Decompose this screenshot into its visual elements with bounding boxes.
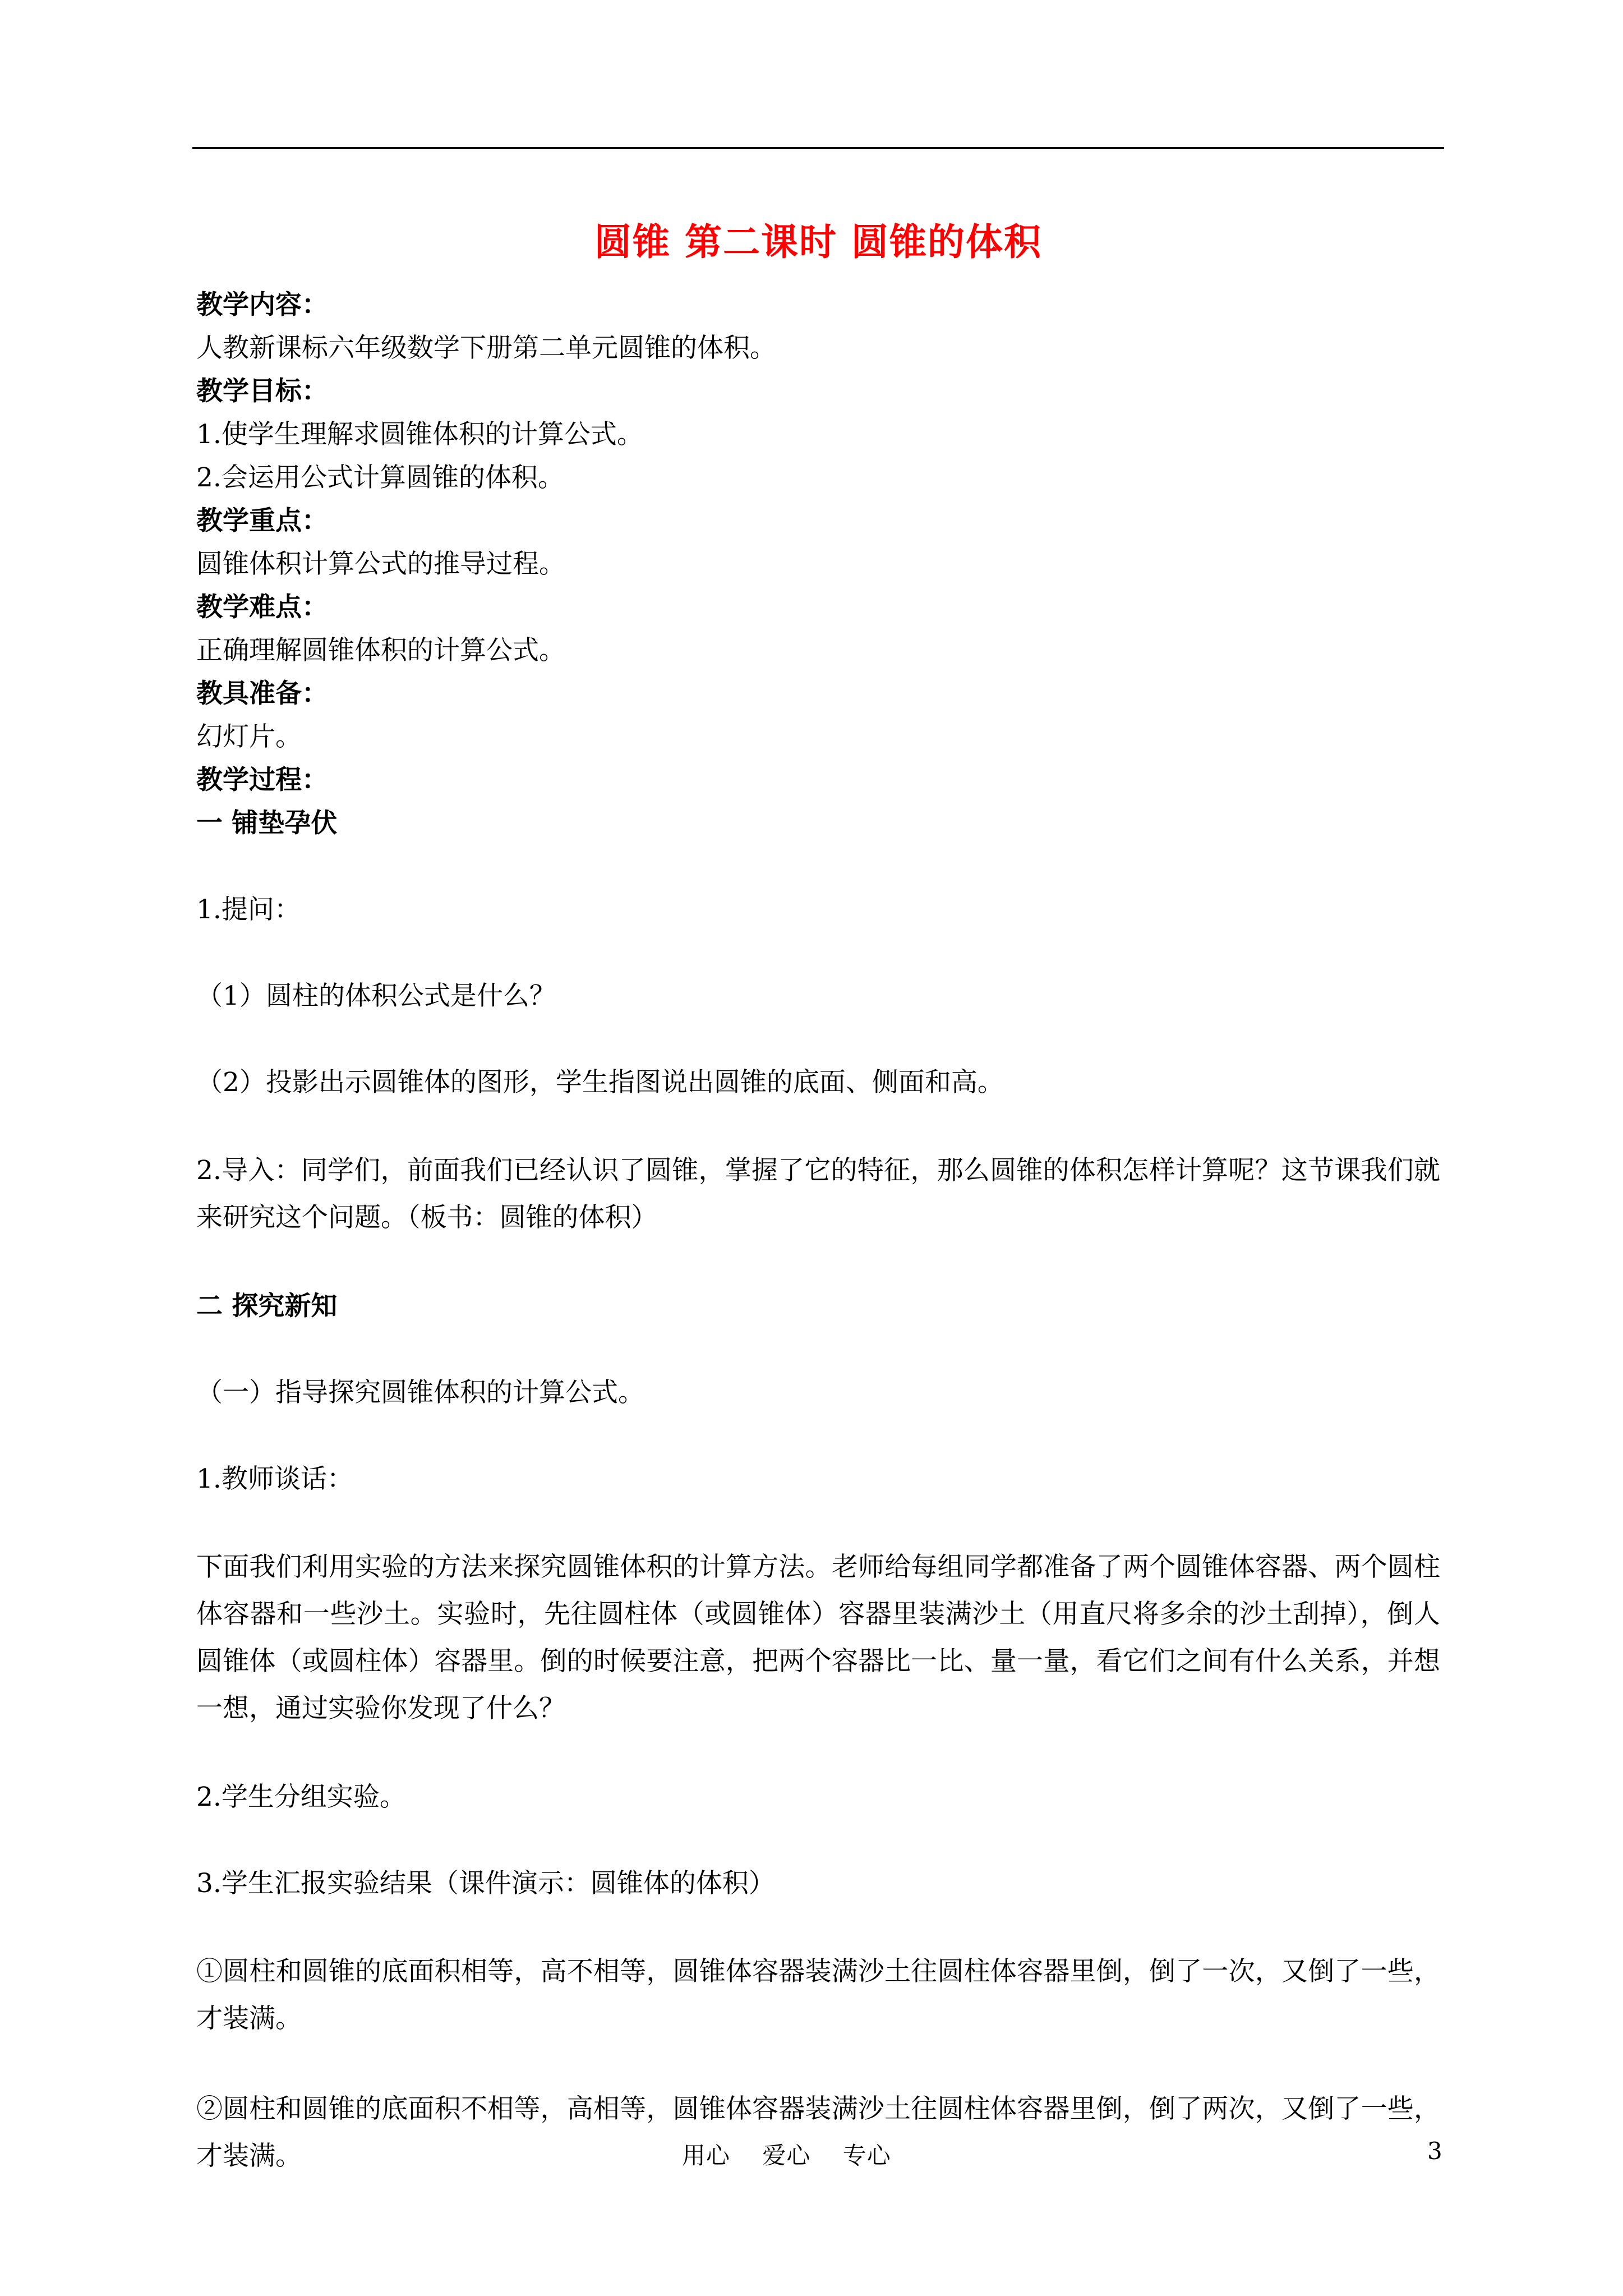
result-paragraph: ①圆柱和圆锥的底面积相等，高不相等，圆锥体容器装满沙土往圆柱体容器里倒，倒了一次，又倒了一些，才装满。 [196,1956,1440,2034]
teacher-talk-paragraph: 下面我们利用实验的方法来探究圆锥体积的计算方法。老师给每组同学都准备了两个圆锥体容器、两个圆柱体容器和一些沙土。实验时，先往圆柱体（或圆锥体）容器里装满沙土（用直尺将多余的沙土刮掉），倒人圆锥体（或圆柱体）容器里。倒的时候要注意，把两个容器比一比、量一量，看它们之间有什么关系，并想一想，通过实验你发现了什么？ [196,1552,1440,1724]
difficulty-label: 教学难点： [196,592,328,623]
intro-paragraph: 2.导入：同学们，前面我们已经认识了圆锥，掌握了它的特征，那么圆锥的体积怎样计算呢？这节课我们就来研究这个问题。（板书：圆锥的体积） [196,1155,1440,1233]
step-item: 2.学生分组实验。 [196,1782,406,1812]
question-label: 1.提问： [196,894,301,925]
process-label: 教学过程： [196,765,328,795]
section-heading-2: 二 探究新知 [196,1291,338,1322]
step-item: 3.学生汇报实验结果（课件演示：圆锥体的体积） [196,1868,775,1899]
tools-text: 幻灯片。 [196,721,302,752]
result-paragraph: ②圆柱和圆锥的底面积不相等，高相等，圆锥体容器装满沙土往圆柱体容器里倒，倒了两次，又倒了一些，才装满。 [196,2093,1440,2171]
difficulty-text: 正确理解圆锥体积的计算公式。 [196,635,565,666]
content-text: 人教新课标六年级数学下册第二单元圆锥的体积。 [196,333,776,364]
document-title: 圆锥 第二课时 圆锥的体积 [594,220,1042,264]
section-heading-1: 一 铺垫孕伏 [196,808,338,839]
key-text: 圆锥体积计算公式的推导过程。 [196,549,565,579]
document-body [196,283,1440,2180]
tools-label: 教具准备： [196,678,328,709]
page-number: 3 [1427,2137,1442,2165]
header-rule [192,147,1444,149]
goals-label: 教学目标： [196,376,328,407]
content-label: 教学内容： [196,289,328,320]
question-item: （1）圆柱的体积公式是什么？ [196,981,556,1011]
goal-item: 2.会运用公式计算圆锥的体积。 [196,462,564,493]
goal-item: 1.使学生理解求圆锥体积的计算公式。 [196,419,643,450]
question-item: （2）投影出示圆锥体的图形，学生指图说出圆锥的底面、侧面和高。 [196,1067,1004,1098]
subsection-heading: （一）指导探究圆锥体积的计算公式。 [196,1377,644,1408]
key-label: 教学重点： [196,505,328,536]
footer-motto: 用心 爱心 专心 [682,2142,891,2169]
teacher-talk-label: 1.教师谈话： [196,1464,353,1494]
